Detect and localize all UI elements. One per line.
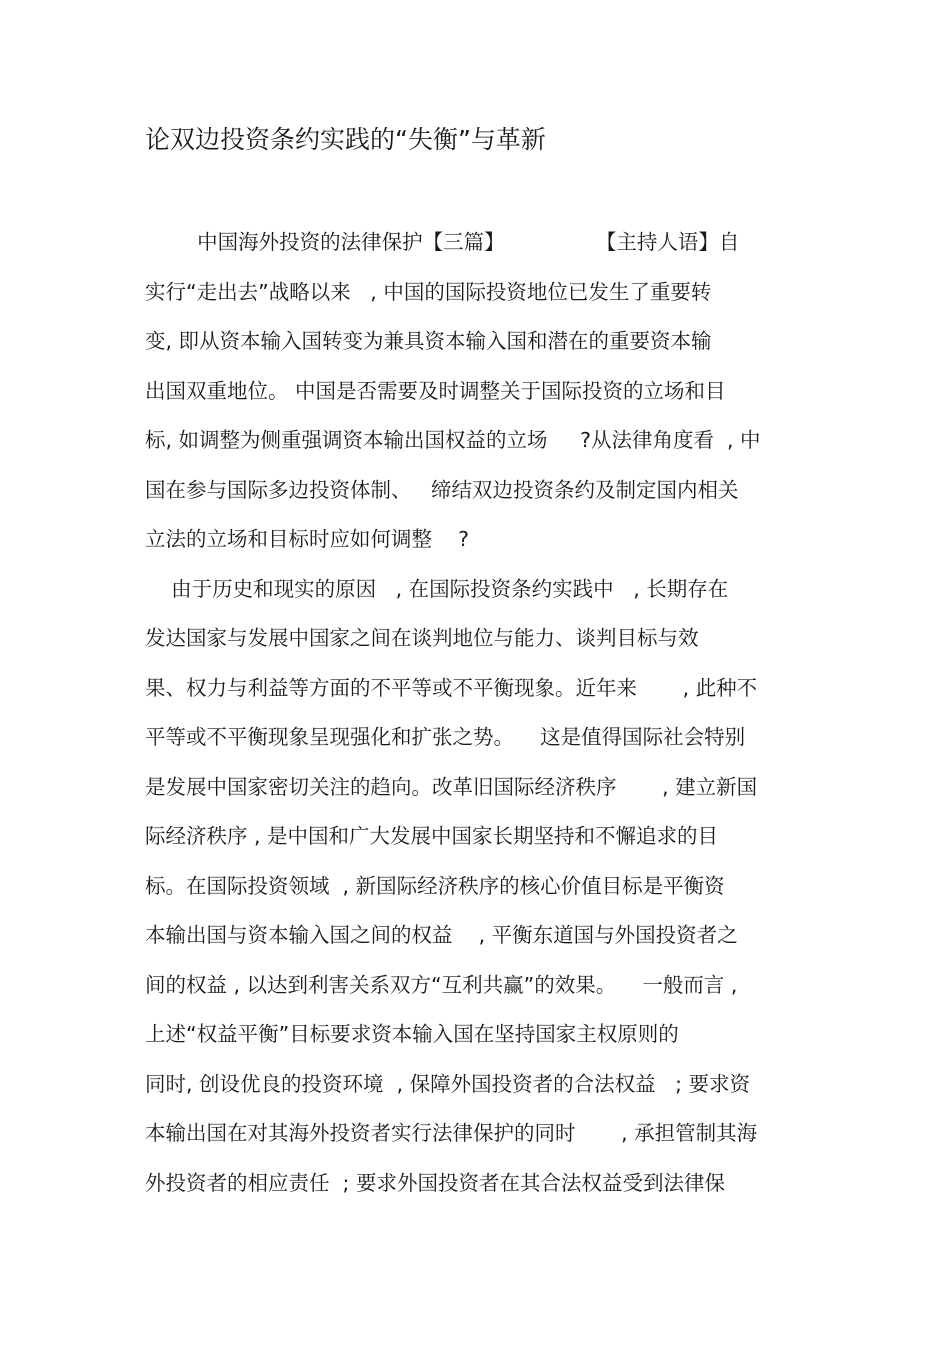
text-line: 发达国家与发展中国家之间在谈判地位与能力、谈判目标与效 (145, 626, 699, 650)
text-line: 外投资者的相应责任 ; 要求外国投资者在其合法权益受到法律保 (145, 1170, 725, 1195)
text-line: 本输出国与资本输入国之间的权益 , 平衡东道国与外国投资者之 (145, 923, 738, 947)
text-line: 本输出国在对其海外投资者实行法律保护的同时 , 承担管制其海 (145, 1121, 758, 1145)
text-line: 果、权力与利益等方面的不平等或不平衡现象。近年来 , 此种不 (145, 675, 758, 700)
text-line: 标。在国际投资领域 , 新国际经济秩序的核心价值目标是平衡资 (145, 873, 725, 898)
text-line: 标, 如调整为侧重强调资本输出国权益的立场 ?从法律角度看 , 中 (145, 428, 761, 452)
text-line: 变, 即从资本输入国转变为兼具资本输入国和潜在的重要资本输 (145, 329, 712, 353)
text-line: 中国海外投资的法律保护【三篇】 【主持人语】自 (145, 230, 740, 254)
text-line: 平等或不平衡现象呈现强化和扩张之势。 这是值得国际社会特别 (145, 725, 746, 749)
text-line: 由于历史和现实的原因 , 在国际投资条约实践中 , 长期存在 (145, 576, 729, 601)
text-line: 出国双重地位。 中国是否需要及时调整关于国际投资的立场和目 (145, 378, 726, 403)
text-line: 立法的立场和目标时应如何调整 ? (145, 527, 469, 551)
text-line: 是发展中国家密切关注的趋向。改革旧国际经济秩序 , 建立新国 (145, 774, 758, 799)
text-line: 上述“权益平衡”目标要求资本输入国在坚持国家主权原则的 (145, 1022, 679, 1046)
text-line: 间的权益 , 以达到利害关系双方“互利共赢”的效果。 一般而言 , (145, 972, 738, 997)
text-line: 国在参与国际多边投资体制、 缔结双边投资条约及制定国内相关 (145, 477, 739, 502)
text-line: 同时, 创设优良的投资环境 , 保障外国投资者的合法权益 ; 要求资 (145, 1071, 751, 1096)
document-title: 论双边投资条约实践的“失衡”与革新 (145, 125, 546, 154)
text-line: 实行“走出去”战略以来 , 中国的国际投资地位已发生了重要转 (145, 279, 712, 304)
text-line: 际经济秩序 , 是中国和广大发展中国家长期坚持和不懈追求的目 (145, 824, 719, 848)
body-text (145, 221, 825, 1211)
